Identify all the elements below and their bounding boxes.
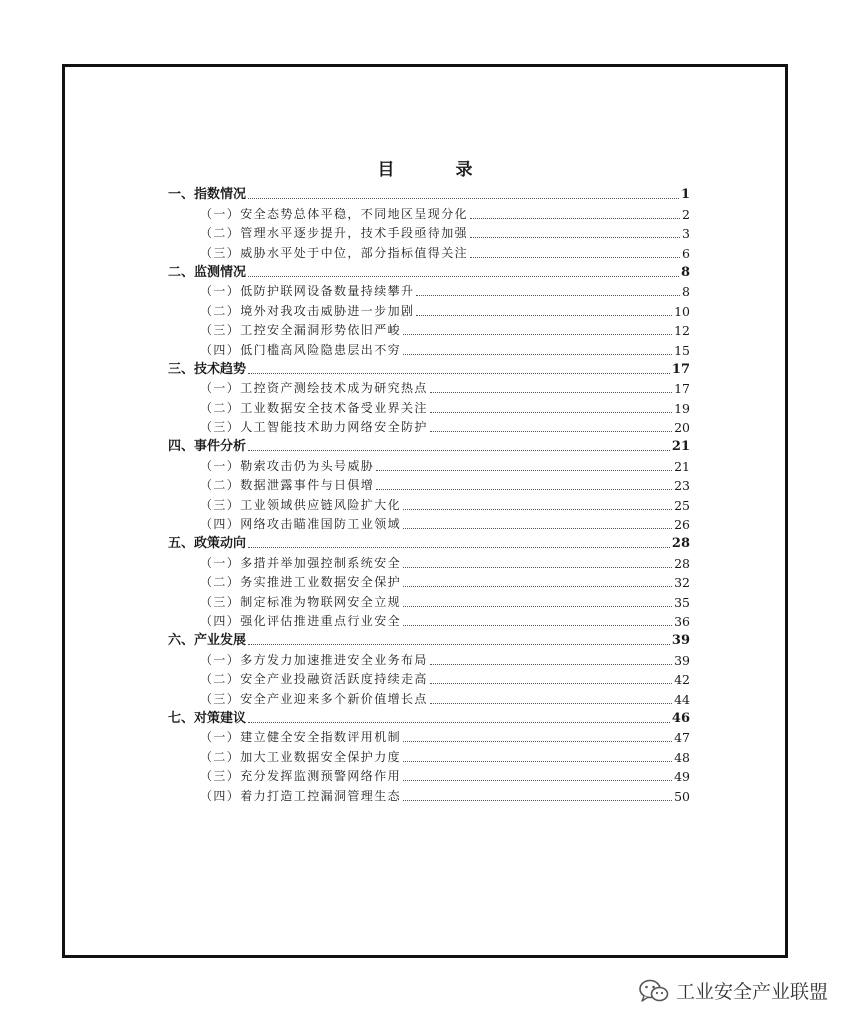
toc-section-row[interactable] xyxy=(168,631,690,650)
toc-item-label: （二）数据泄露事件与日俱增 xyxy=(200,478,375,493)
toc-item-label: （二）管理水平逐步提升，技术手段亟待加强 xyxy=(200,226,469,241)
toc-page-number: 28 xyxy=(674,555,690,571)
toc-item-row[interactable] xyxy=(168,747,690,766)
toc-item-label: （四）着力打造工控漏洞管理生态 xyxy=(200,788,402,803)
toc-page-number: 8 xyxy=(680,264,690,280)
toc-page-number: 2 xyxy=(682,206,690,222)
toc-item-label: （三）制定标准为物联网安全立规 xyxy=(200,594,402,609)
toc-leader-dots xyxy=(470,257,680,258)
toc-item-label: （三）充分发挥监测预警网络作用 xyxy=(200,769,402,784)
toc-item-row[interactable] xyxy=(168,224,690,243)
toc-leader-dots xyxy=(403,334,672,335)
toc-page-number: 28 xyxy=(671,536,690,552)
toc-item-label: （二）安全产业投融资活跃度持续走高 xyxy=(200,672,428,687)
toc-item-label: （四）强化评估推进重点行业安全 xyxy=(200,613,402,628)
toc-item-row[interactable] xyxy=(168,612,690,631)
toc-item-label: （三）威胁水平处于中位，部分指标值得关注 xyxy=(200,245,469,260)
toc-page-number: 32 xyxy=(674,575,690,591)
toc-item-label: （一）安全态势总体平稳，不同地区呈现分化 xyxy=(200,206,469,221)
toc-leader-dots xyxy=(470,218,680,219)
toc-section-row[interactable] xyxy=(168,185,690,204)
toc-leader-dots xyxy=(470,237,680,238)
toc-item-row[interactable] xyxy=(168,553,690,572)
watermark-text: 工业安全产业联盟 xyxy=(675,981,828,1003)
document-page xyxy=(62,64,788,958)
toc-page-number: 8 xyxy=(682,284,690,300)
toc-leader-dots xyxy=(248,450,670,451)
toc-leader-dots xyxy=(430,431,672,432)
toc-page-number: 46 xyxy=(671,710,690,726)
toc-page-number: 15 xyxy=(674,342,690,358)
toc-page-number: 17 xyxy=(671,361,690,377)
toc-section-label: 二、监测情况 xyxy=(168,264,247,280)
toc-section-label: 五、政策动向 xyxy=(168,536,247,552)
toc-page-number: 17 xyxy=(674,381,690,397)
toc-leader-dots xyxy=(403,354,672,355)
toc-item-label: （三）工控安全漏洞形势依旧严峻 xyxy=(200,323,402,338)
toc-page-number: 35 xyxy=(674,594,690,610)
toc-section-label: 六、产业发展 xyxy=(168,633,247,649)
toc-leader-dots xyxy=(430,392,672,393)
toc-leader-dots xyxy=(430,412,672,413)
toc-page-number: 39 xyxy=(674,652,690,668)
toc-item-label: （一）勒索攻击仍为头号威胁 xyxy=(200,458,375,473)
toc-section-row[interactable] xyxy=(168,709,690,728)
toc-page-number: 42 xyxy=(674,672,690,688)
toc-item-row[interactable] xyxy=(168,398,690,417)
toc-leader-dots xyxy=(416,295,680,296)
toc-item-row[interactable] xyxy=(168,592,690,611)
toc-leader-dots xyxy=(248,198,679,199)
toc-item-row[interactable] xyxy=(168,786,690,805)
toc-section-label: 三、技术趋势 xyxy=(168,361,247,377)
toc-item-row[interactable] xyxy=(168,243,690,262)
toc-item-row[interactable] xyxy=(168,340,690,359)
table-of-contents xyxy=(168,185,690,806)
toc-item-row[interactable] xyxy=(168,476,690,495)
toc-page-number: 44 xyxy=(674,691,690,707)
toc-item-row[interactable] xyxy=(168,670,690,689)
toc-item-label: （三）工业领域供应链风险扩大化 xyxy=(200,497,402,512)
toc-section-label: 四、事件分析 xyxy=(168,439,247,455)
toc-page-number: 20 xyxy=(674,420,690,436)
toc-item-label: （二）加大工业数据安全保护力度 xyxy=(200,749,402,764)
toc-leader-dots xyxy=(403,567,672,568)
toc-leader-dots xyxy=(403,741,672,742)
toc-page-number: 3 xyxy=(682,226,690,242)
toc-item-row[interactable] xyxy=(168,689,690,708)
toc-page-number: 48 xyxy=(674,749,690,765)
toc-item-row[interactable] xyxy=(168,650,690,669)
toc-page-number: 21 xyxy=(674,458,690,474)
toc-leader-dots xyxy=(403,586,672,587)
toc-item-row[interactable] xyxy=(168,418,690,437)
toc-item-label: （三）人工智能技术助力网络安全防护 xyxy=(200,420,428,435)
toc-page-number: 36 xyxy=(674,613,690,629)
toc-page-number: 39 xyxy=(671,633,690,649)
toc-leader-dots xyxy=(403,528,672,529)
toc-section-row[interactable] xyxy=(168,534,690,553)
toc-section-row[interactable] xyxy=(168,437,690,456)
toc-item-label: （一）低防护联网设备数量持续攀升 xyxy=(200,284,415,299)
toc-page-number: 49 xyxy=(674,769,690,785)
toc-item-label: （三）安全产业迎来多个新价值增长点 xyxy=(200,691,428,706)
toc-leader-dots xyxy=(430,703,672,704)
toc-page-number: 21 xyxy=(671,439,690,455)
toc-page-number: 10 xyxy=(674,303,690,319)
toc-item-label: （二）境外对我攻击威胁进一步加剧 xyxy=(200,303,415,318)
toc-leader-dots xyxy=(403,800,672,801)
toc-leader-dots xyxy=(403,625,672,626)
toc-page-number: 26 xyxy=(674,517,690,533)
toc-section-row[interactable] xyxy=(168,263,690,282)
toc-leader-dots xyxy=(376,470,672,471)
toc-item-row[interactable] xyxy=(168,767,690,786)
toc-item-row[interactable] xyxy=(168,204,690,223)
toc-item-row[interactable] xyxy=(168,379,690,398)
toc-leader-dots xyxy=(248,644,670,645)
toc-item-row[interactable] xyxy=(168,282,690,301)
toc-section-label: 七、对策建议 xyxy=(168,710,247,726)
toc-page-number: 25 xyxy=(674,497,690,513)
toc-leader-dots xyxy=(403,606,672,607)
toc-leader-dots xyxy=(403,761,672,762)
toc-item-label: （一）工控资产测绘技术成为研究热点 xyxy=(200,381,428,396)
toc-section-row[interactable] xyxy=(168,360,690,379)
toc-leader-dots xyxy=(403,509,672,510)
wechat-icon xyxy=(638,978,670,1004)
toc-leader-dots xyxy=(248,276,679,277)
toc-item-row[interactable] xyxy=(168,515,690,534)
toc-item-label: （一）多方发力加速推进安全业务布局 xyxy=(200,652,428,667)
toc-item-row[interactable] xyxy=(168,495,690,514)
toc-page-number: 47 xyxy=(674,730,690,746)
toc-page-number: 19 xyxy=(674,400,690,416)
toc-leader-dots xyxy=(403,780,672,781)
toc-item-row[interactable] xyxy=(168,573,690,592)
toc-item-label: （二）工业数据安全技术备受业界关注 xyxy=(200,400,428,415)
toc-leader-dots xyxy=(416,315,672,316)
toc-item-row[interactable] xyxy=(168,321,690,340)
toc-section-label: 一、指数情况 xyxy=(168,187,247,203)
toc-leader-dots xyxy=(430,664,672,665)
toc-item-row[interactable] xyxy=(168,456,690,475)
toc-leader-dots xyxy=(376,489,672,490)
toc-page-number: 1 xyxy=(680,187,690,203)
toc-page-number: 12 xyxy=(674,323,690,339)
toc-title: 目 录 xyxy=(377,160,495,180)
toc-item-label: （一）多措并举加强控制系统安全 xyxy=(200,555,402,570)
toc-page-number: 50 xyxy=(674,788,690,804)
toc-leader-dots xyxy=(248,373,670,374)
toc-page-number: 6 xyxy=(682,245,690,261)
toc-leader-dots xyxy=(248,547,670,548)
toc-leader-dots xyxy=(430,683,672,684)
watermark xyxy=(638,977,828,1004)
toc-page-number: 23 xyxy=(674,478,690,494)
toc-item-label: （一）建立健全安全指数评用机制 xyxy=(200,730,402,745)
toc-item-label: （四）低门槛高风险隐患层出不穷 xyxy=(200,342,402,357)
toc-item-label: （四）网络攻击瞄准国防工业领域 xyxy=(200,517,402,532)
toc-item-row[interactable] xyxy=(168,301,690,320)
toc-leader-dots xyxy=(248,722,670,723)
toc-item-label: （二）务实推进工业数据安全保护 xyxy=(200,575,402,590)
toc-item-row[interactable] xyxy=(168,728,690,747)
